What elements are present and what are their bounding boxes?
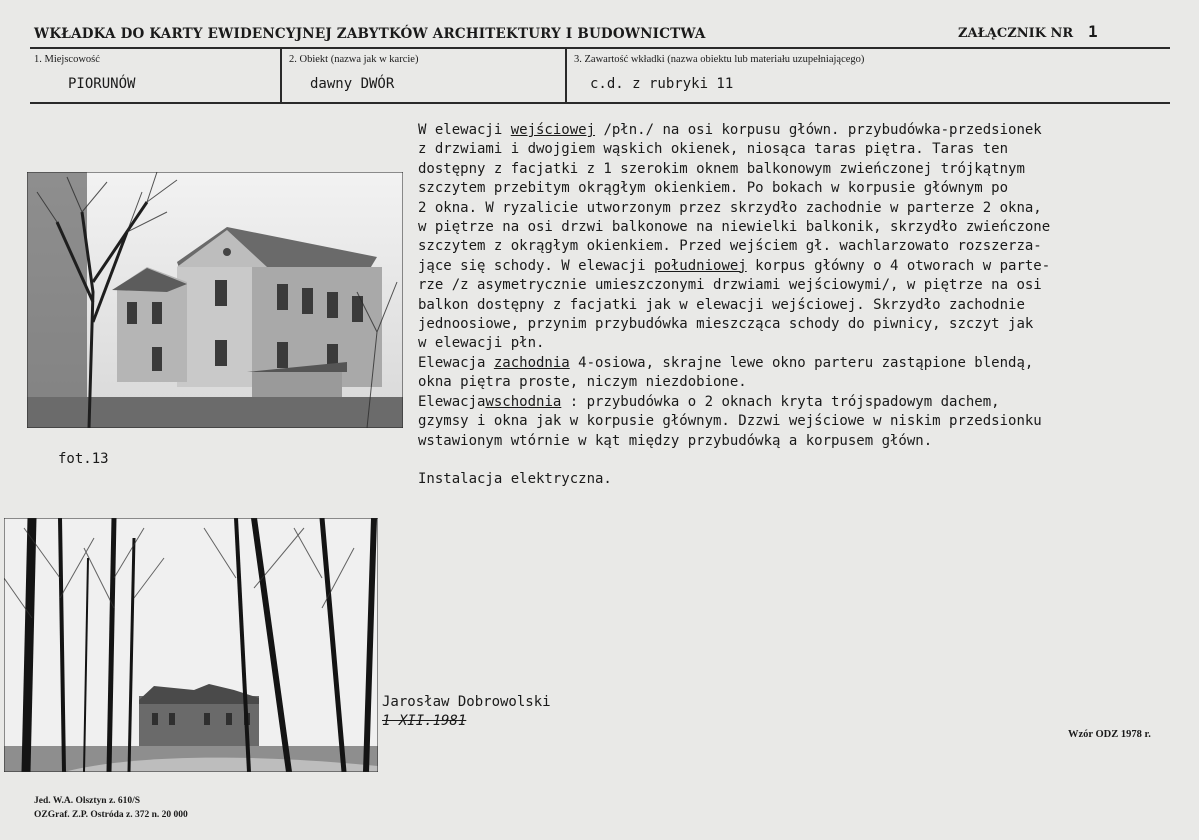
field-label-object: 2. Obiekt (nazwa jak w karcie)	[289, 54, 419, 65]
description-line	[418, 218, 1050, 237]
description-line	[418, 160, 1050, 179]
description-line	[418, 121, 1050, 140]
photo-manor-southwest	[27, 172, 403, 428]
text-segment: w piętrze na osi drzwi balkonowe na niewielki balkonik, skrzydło zwieńczone	[418, 219, 1051, 236]
description-line	[418, 237, 1050, 256]
description-line	[418, 393, 1050, 412]
record-date: 1 XII.1981	[382, 713, 467, 729]
underlined-term: zachodnia	[493, 354, 570, 371]
text-segment: korpus główny o 4 otworach w parte-	[746, 257, 1051, 274]
description-line	[418, 199, 1050, 218]
photo-manor-north-park	[4, 518, 378, 772]
description-line	[418, 315, 1050, 334]
field-value-content: c.d. z rubryki 11	[590, 76, 734, 92]
text-segment: w elewacji płn.	[418, 335, 545, 352]
author-name: Jarosław Dobrowolski	[382, 694, 551, 710]
description-line	[418, 354, 1050, 373]
description-line	[418, 276, 1050, 295]
text-segment: jące się schody. W elewacji	[418, 257, 655, 274]
underlined-term: wschodnia	[485, 393, 562, 410]
text-segment: Elewacja	[418, 393, 486, 410]
field-value-locality: PIORUNÓW	[68, 76, 136, 92]
text-segment: W elewacji	[418, 122, 511, 138]
field-label-locality: 1. Miejscowość	[34, 54, 100, 65]
text-segment: /płn./ na osi korpusu główn. przybudówka-przedsionek	[595, 122, 1042, 138]
description-line	[418, 257, 1050, 276]
field-value-object: dawny DWÓR	[310, 76, 395, 92]
description-line	[418, 140, 1050, 159]
park-alley-image	[4, 518, 378, 772]
form-reference: Wzór ODZ 1978 r.	[1068, 729, 1151, 740]
rule-col-2	[565, 47, 567, 103]
description-line	[418, 432, 1050, 451]
text-segment: : przybudówka o 2 oknach kryta trójspadowym dachem,	[561, 393, 1000, 410]
text-segment: gzymsy i okna jak w korpusie głównym. Dzzwi wejściowe w niskim przedsionku	[418, 413, 1042, 430]
text-segment: z drzwiami i dwojgiem wąskich okienek, niosąca taras piętra. Taras ten	[418, 141, 1009, 158]
description-line	[418, 412, 1050, 431]
text-segment: rze /z asymetrycznie umieszczonymi drzwiami wejściowymi/, w piętrze na osi	[418, 277, 1042, 294]
description-line	[418, 451, 1050, 470]
text-segment: 4-osiowa, skrajne lewe okno parteru zastąpione blendą,	[569, 354, 1034, 371]
description-line	[418, 373, 1050, 392]
rule-col-1	[280, 47, 282, 103]
description-line	[418, 334, 1050, 353]
text-segment: jednoosiowe, przynim przybudówka mieszcząca schody do piwnicy, szczyt jak	[418, 316, 1034, 333]
underlined-term: wejściowej	[510, 122, 596, 138]
text-segment: szczytem z okrągłym okienkiem. Przed wejściem gł. wachlarzowato rozszerza-	[418, 238, 1042, 255]
print-info-line-1: Jed. W.A. Olsztyn z. 610/S	[34, 796, 141, 806]
description-text	[418, 121, 1050, 490]
rule-bottom	[30, 102, 1170, 104]
text-segment: szczytem przebitym okrągłym okienkiem. Po bokach w korpusie głównym po	[418, 180, 1009, 197]
annex-label: ZAŁĄCZNIK NR	[958, 26, 1074, 41]
print-info-line-2: OZGraf. Z.P. Ostróda z. 372 n. 20 000	[34, 810, 188, 820]
description-line	[418, 179, 1050, 198]
text-segment: 2 okna. W ryzalicie utworzonym przez skrzydło zachodnie w parterze 2 okna,	[418, 199, 1042, 216]
text-segment: Elewacja	[418, 354, 494, 371]
underlined-term: południowej	[654, 257, 747, 274]
text-segment: balkon dostępny z facjatki jak w elewacji wejściowej. Skrzydło zachodnie	[418, 296, 1025, 313]
manor-house-image	[27, 172, 403, 428]
text-segment: dostępny z facjatki z 1 szerokim oknem balkonowym zwieńczonej trójkątnym	[418, 160, 1025, 177]
rule-top	[30, 47, 1170, 49]
description-line	[418, 470, 1050, 489]
description-line	[418, 296, 1050, 315]
photo-caption-13-number: fot.13	[58, 451, 109, 467]
field-label-content: 3. Zawartość wkładki (nazwa obiektu lub materiału uzupełniającego)	[574, 54, 865, 65]
annex-number: 1	[1088, 22, 1098, 41]
text-segment: Instalacja elektryczna.	[418, 471, 612, 488]
text-segment: okna piętra proste, niczym niezdobione.	[418, 374, 747, 391]
text-segment: wstawionym wtórnie w kąt między przybudówką a korpusem główn.	[418, 432, 933, 449]
form-title: WKŁADKA DO KARTY EWIDENCYJNEJ ZABYTKÓW ARCHITEKTURY I BUDOWNICTWA	[34, 26, 706, 42]
